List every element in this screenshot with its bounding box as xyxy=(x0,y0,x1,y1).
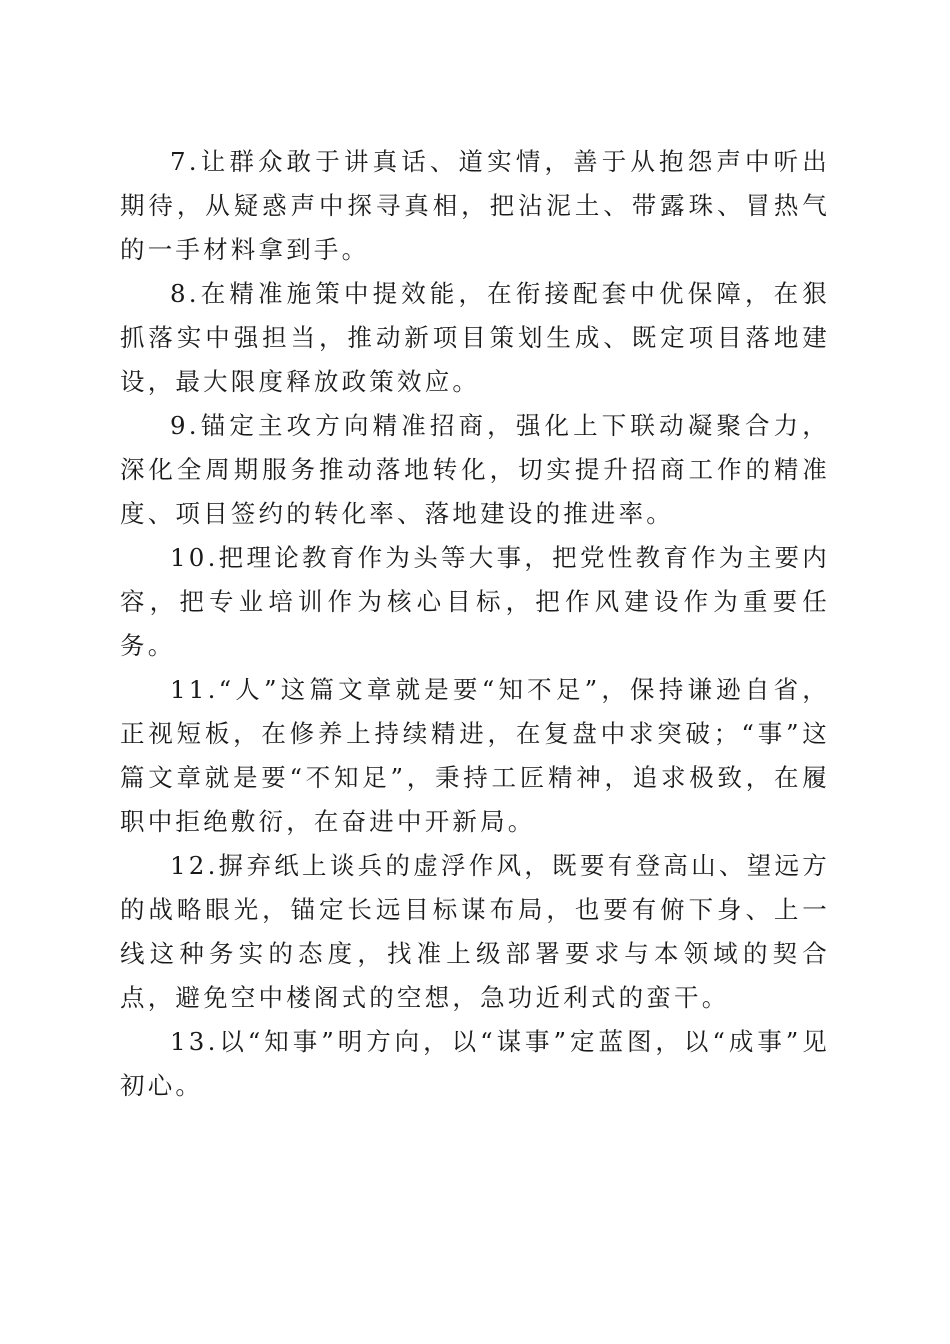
paragraph-9: 9.锚定主攻方向精准招商，强化上下联动凝聚合力，深化全周期服务推动落地转化，切实提升招商工作的精准度、项目签约的转化率、落地建设的推进率。 xyxy=(120,411,830,528)
paragraph-10: 10.把理论教育作为头等大事，把党性教育作为主要内容，把专业培训作为核心目标，把作风建设作为重要任务。 xyxy=(120,543,830,660)
paragraph-11: 11.“人”这篇文章就是要“知不足”，保持谦逊自省，正视短板，在修养上持续精进，在复盘中求突破；“事”这篇文章就是要“不知足”，秉持工匠精神，追求极致，在履职中拒绝敷衍，在奋进中开新局。 xyxy=(120,675,830,836)
paragraph-7: 7.让群众敢于讲真话、道实情，善于从抱怨声中听出期待，从疑惑声中探寻真相，把沾泥土、带露珠、冒热气的一手材料拿到手。 xyxy=(120,147,830,264)
paragraph-8: 8.在精准施策中提效能，在衔接配套中优保障，在狠抓落实中强担当，推动新项目策划生成、既定项目落地建设，最大限度释放政策效应。 xyxy=(120,279,830,396)
paragraph-13: 13.以“知事”明方向，以“谋事”定蓝图，以“成事”见初心。 xyxy=(120,1027,830,1100)
document-body xyxy=(120,140,830,1108)
paragraph-12: 12.摒弃纸上谈兵的虚浮作风，既要有登高山、望远方的战略眼光，锚定长远目标谋布局，也要有俯下身、上一线这种务实的态度，找准上级部署要求与本领域的契合点，避免空中楼阁式的空想，急功近利式的蛮干。 xyxy=(120,851,830,1012)
